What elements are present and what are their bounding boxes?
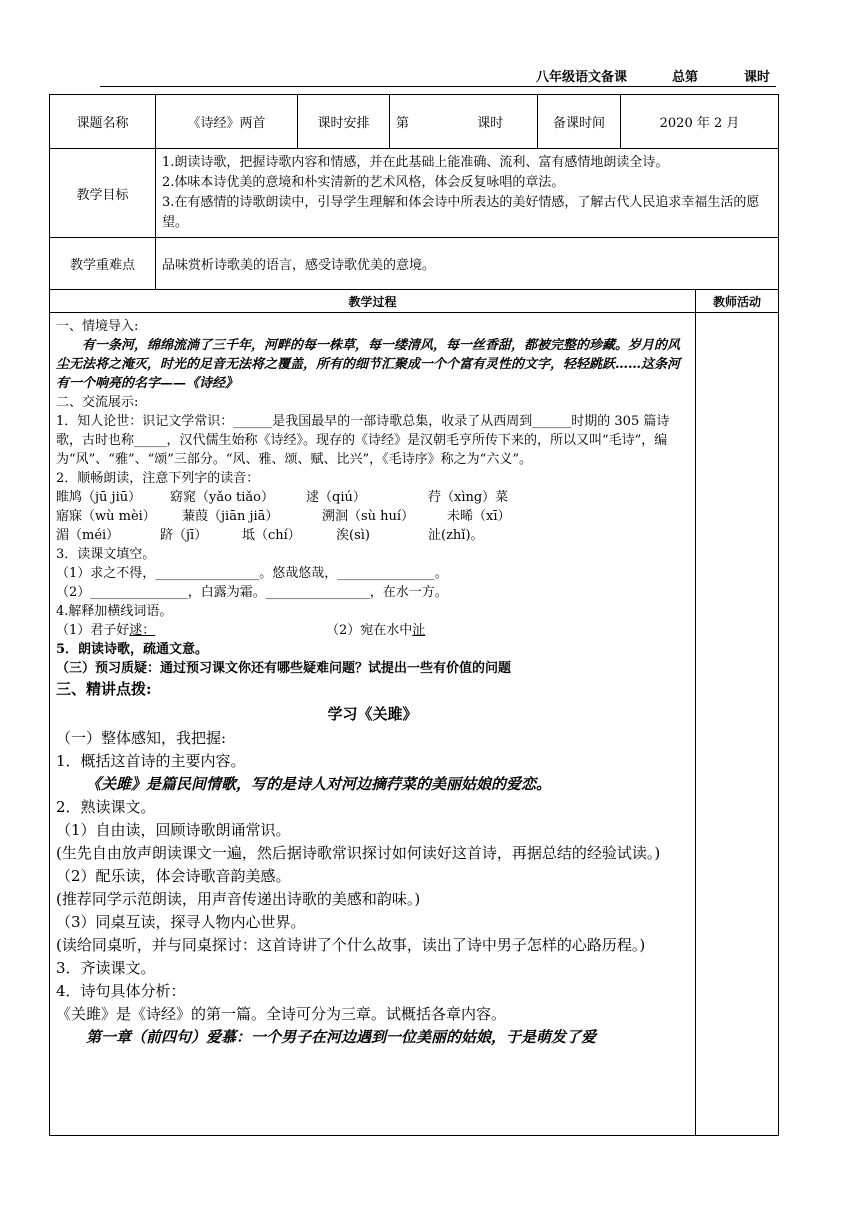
body-line: (读给同桌听，并与同桌探讨：这首诗讲了个什么故事，读出了诗中男子怎样的心路历程。) — [56, 936, 646, 954]
goal-item: 1.朗读诗歌，把握诗歌内容和情感，并在此基础上能准确、流利、富有感情地朗读全诗。 — [162, 155, 669, 170]
body-line: 《关雎》是篇民间情歌，写的是诗人对河边摘荇菜的美丽姑娘的爱恋。 — [86, 775, 552, 793]
body-line: （1）自由读，回顾诗歌朗诵常识。 — [56, 821, 291, 839]
body-line: 1．概括这首诗的主要内容。 — [56, 752, 246, 770]
explain-word: 沚 — [412, 623, 426, 638]
body-line: （2）配乐读，体会诗歌音韵美感。 — [56, 867, 291, 885]
pinyin-item: 溯洄（sù huí） — [322, 509, 415, 524]
topic-value: 《诗经》两首 — [156, 95, 298, 149]
body-line: 第一章（前四句）爱慕：一个男子在河边遇到一位美丽的姑娘，于是萌发了爱 — [86, 1028, 597, 1046]
key-points-value: 品味赏析诗歌美的语言，感受诗歌优美的意境。 — [156, 238, 779, 290]
pinyin-item: 蒹葭（jiān jiā） — [182, 509, 279, 524]
section-title: 二、交流展示: — [56, 395, 139, 410]
pinyin-item: 涘(sì) — [336, 528, 370, 543]
pinyin-item: 睢鸠（jū jiū） — [56, 490, 142, 505]
body-line: 《关雎》是《诗经》的第一篇。全诗可分为三章。试概括各章内容。 — [56, 1005, 507, 1023]
intro-paragraph: 有一条河，绵绵流淌了三千年，河畔的每一株草，每一缕清风，每一丝香甜，都被完整的珍藏。岁月的风尘无法将之淹灭，时光的足音无法将之覆盖，所有的细节汇聚成一个个富有灵性的文字，轻轻跳跃……这条河有一个响亮的名字——《诗经》 — [56, 338, 681, 391]
process-header: 教学过程 — [50, 290, 696, 313]
pinyin-item: 跻（jī） — [160, 528, 208, 543]
key-points-label: 教学重难点 — [50, 238, 156, 290]
section-title: 一、情境导入: — [56, 319, 139, 334]
pinyin-item: 湄（méi） — [56, 528, 120, 543]
body-line: (推荐同学示范朗读，用声音传递出诗歌的美感和韵味。) — [56, 890, 421, 908]
pinyin-row — [56, 488, 689, 507]
fill-instruction: 3．读课文填空。 — [56, 547, 156, 562]
teacher-activity-cell — [696, 313, 779, 1136]
explain-item — [326, 621, 425, 640]
fill-item: （2）_______________，白露为霜。________________，在水一方。 — [56, 585, 448, 600]
process-body — [50, 313, 696, 1136]
explain-instruction: 4.解释加横线词语。 — [56, 604, 173, 619]
topic-label: 课题名称 — [50, 95, 156, 149]
schedule-label: 课时安排 — [298, 95, 390, 149]
body-line: (生先自由放声朗读课文一遍，然后据诗歌常识探讨如何读好这首诗，再据总结的经验试读。) — [56, 844, 661, 862]
pinyin-item: 逑（qiú） — [306, 490, 366, 505]
pinyin-row — [56, 507, 689, 526]
explain-item — [56, 621, 326, 640]
explain-text: （2）宛在水中 — [326, 623, 413, 638]
body-line: 4．诗句具体分析： — [56, 982, 186, 1000]
goals-content — [156, 149, 779, 238]
explain-word: 逑： — [129, 623, 156, 638]
explain-row — [56, 621, 689, 640]
fill-item: （1）求之不得，________________。悠哉悠哉，_______________。 — [56, 566, 448, 581]
date-label: 备课时间 — [538, 95, 621, 149]
pinyin-row — [56, 526, 689, 545]
goal-item: 3.在有感情的诗歌朗读中，引导学生理解和体会诗中所表达的美好情感，了解古代人民追求幸福生活的愿望。 — [162, 195, 760, 230]
date-value: 2020 年 2 月 — [621, 95, 779, 149]
lesson-label: 课时 — [744, 70, 771, 85]
period-label: 课时 — [477, 116, 504, 131]
body-line: 2．熟读课文。 — [56, 798, 156, 816]
no-label: 第 — [396, 116, 410, 131]
course-label: 八年级语文备课 — [536, 70, 628, 85]
section-title: 三、精讲点拨: — [56, 680, 152, 698]
period-cell — [390, 95, 538, 149]
pinyin-item: 荇（xìng）菜 — [428, 490, 509, 505]
goals-label: 教学目标 — [50, 149, 156, 238]
body-line: （一）整体感知，我把握: — [56, 729, 227, 747]
explain-text: （1）君子好 — [56, 623, 130, 638]
lesson-plan-table — [49, 94, 779, 1136]
pinyin-item: 沚(zhǐ)。 — [428, 528, 484, 543]
pinyin-item: 窈窕（yǎo tiǎo） — [170, 490, 275, 505]
body-line: 3．齐读课文。 — [56, 959, 156, 977]
preview-question: （三）预习质疑：通过预习课文你还有哪些疑难问题？试提出一些有价值的问题 — [56, 661, 512, 676]
goal-item: 2.体味本诗优美的意境和朴实清新的艺术风格，体会反复咏唱的章法。 — [162, 175, 565, 190]
pinyin-item: 未晞（xī） — [447, 509, 511, 524]
study-title: 学习《关雎》 — [327, 705, 418, 723]
page-header — [100, 64, 776, 87]
pinyin-item: 坻（chí） — [242, 528, 301, 543]
reading-task: 5．朗读诗歌，疏通文意。 — [56, 642, 209, 657]
body-line: （3）同桌互读，探寻人物内心世界。 — [56, 913, 306, 931]
total-label: 总第 — [672, 70, 699, 85]
literary-knowledge: 1．知人论世：识记文学常识：______是我国最早的一部诗歌总集，收录了从西周到______时期的 305 篇诗歌，古时也称_____，汉代儒生始称《诗经》。现存的《诗经》是汉朝毛亨所传下来的，所以又叫“毛诗”，编为“风”、“雅”、“颂”三部分。“风、雅、颂、赋、比兴”，《毛诗序》称之为“六义”。 — [56, 414, 670, 467]
reading-instruction: 2．顺畅朗读，注意下列字的读音： — [56, 471, 260, 486]
teacher-activity-header: 教师活动 — [696, 290, 779, 313]
pinyin-item: 寤寐（wù mèi） — [56, 509, 156, 524]
